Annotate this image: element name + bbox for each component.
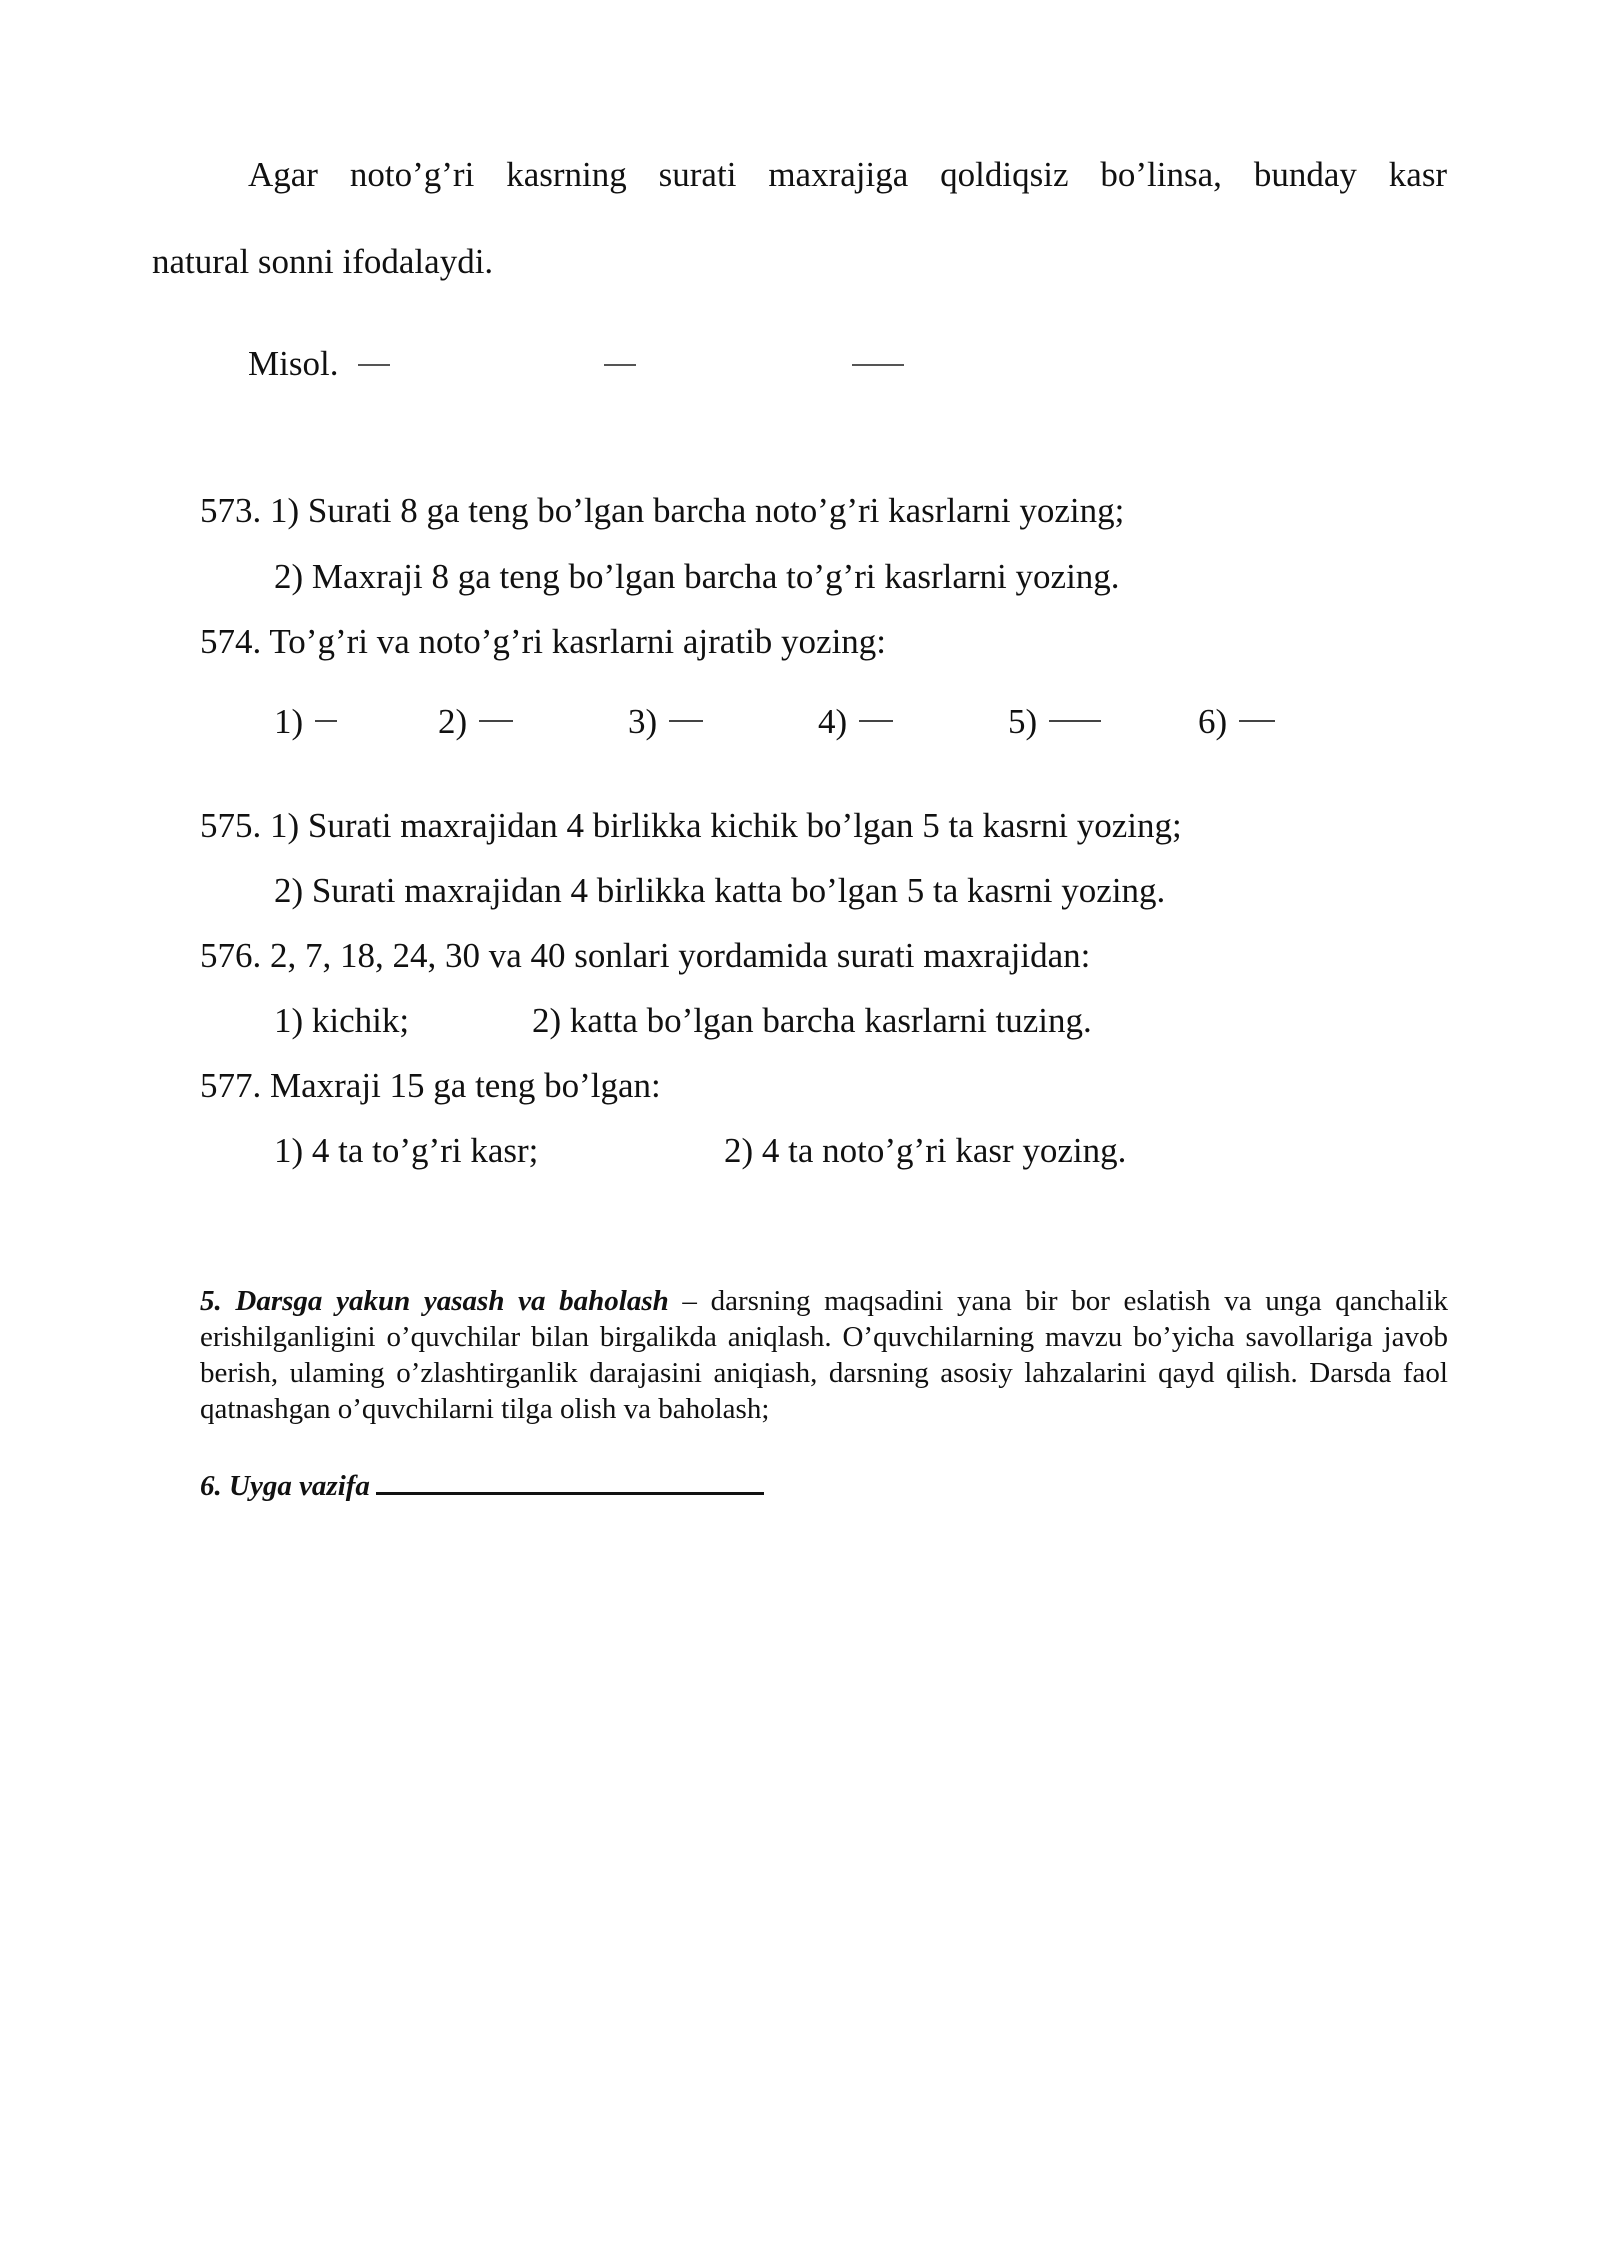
word: qoldiqsiz xyxy=(940,155,1069,194)
fraction-item-1 xyxy=(274,700,337,744)
section-6 xyxy=(200,1468,764,1504)
fraction-item-4 xyxy=(818,700,893,744)
problem-576: 576. 2, 7, 18, 24, 30 va 40 sonlari yordamida surati maxrajidan: xyxy=(200,936,1091,975)
problem-576-b: 2) katta bo’lgan barcha kasrlarni tuzing. xyxy=(532,1001,1092,1040)
fraction-bar xyxy=(1049,720,1101,722)
fraction-bar xyxy=(859,720,893,722)
word: kasrning xyxy=(506,155,627,194)
problem-573-2: 2) Maxraji 8 ga teng bo’lgan barcha to’g’ri kasrlarni yozing. xyxy=(274,557,1120,596)
word: maxrajiga xyxy=(768,155,909,194)
item-label: 1) xyxy=(274,702,304,741)
intro-line-2: natural sonni ifodalaydi. xyxy=(152,242,494,281)
example-label: Misol. xyxy=(248,344,339,383)
item-label: 3) xyxy=(628,702,658,741)
fraction-item-2 xyxy=(438,700,513,744)
item-label: 6) xyxy=(1198,702,1228,741)
section-5-text: – darsning maqsadini yana bir bor eslatish va unga qanchalik erishilganligini o’quvchilar bilan birgalikda aniqlash. O’quvchilarning mavzu bo’yicha savollariga javob berish, ulaming o’zlashtirganlik darajasini aniqiash, darsning asosiy lahzalarini qayd qilish. Darsda faol qatnashgan o’quvchilarni tilga olish va baholash; xyxy=(200,1285,1448,1425)
fraction-item-5 xyxy=(1008,700,1101,744)
problem-577-b: 2) 4 ta noto’g’ri kasr yozing. xyxy=(724,1131,1127,1170)
problem-575-2: 2) Surati maxrajidan 4 birlikka katta bo’lgan 5 ta kasrni yozing. xyxy=(274,871,1166,910)
problem-577-a: 1) 4 ta to’g’ri kasr; xyxy=(274,1131,539,1170)
fraction-item-6 xyxy=(1198,700,1275,744)
item-label: 2) xyxy=(438,702,468,741)
fraction-item-3 xyxy=(628,700,703,744)
word: kasr xyxy=(1388,155,1448,194)
word: Agar xyxy=(248,155,318,194)
problem-576-a: 1) kichik; xyxy=(274,1001,410,1040)
fraction-bar xyxy=(669,720,703,722)
section-6-heading: 6. Uyga vazifa xyxy=(200,1470,370,1502)
word: surati xyxy=(658,155,737,194)
fraction-bar xyxy=(358,364,390,366)
problem-577: 577. Maxraji 15 ga teng bo’lgan: xyxy=(200,1066,661,1105)
word: bunday xyxy=(1253,155,1357,194)
item-label: 4) xyxy=(818,702,848,741)
fraction-bar xyxy=(604,364,636,366)
fraction-bar xyxy=(852,364,904,366)
problem-573-1: 573. 1) Surati 8 ga teng bo’lgan barcha noto’g’ri kasrlarni yozing; xyxy=(200,491,1125,530)
problem-574: 574. To’g’ri va noto’g’ri kasrlarni ajratib yozing: xyxy=(200,622,887,661)
word: bo’linsa, xyxy=(1100,155,1222,194)
problem-575-1: 575. 1) Surati maxrajidan 4 birlikka kichik bo’lgan 5 ta kasrni yozing; xyxy=(200,806,1182,845)
fraction-bar xyxy=(1239,720,1275,722)
example-line xyxy=(248,342,338,386)
fraction-bar xyxy=(479,720,513,722)
fraction-bar xyxy=(315,720,337,722)
section-5 xyxy=(200,1283,1448,1427)
item-label: 5) xyxy=(1008,702,1038,741)
word: noto’g’ri xyxy=(349,155,475,194)
intro-line-1 xyxy=(248,153,1447,197)
section-5-heading: 5. Darsga yakun yasash va baholash xyxy=(200,1285,669,1317)
homework-blank-line xyxy=(376,1468,764,1495)
